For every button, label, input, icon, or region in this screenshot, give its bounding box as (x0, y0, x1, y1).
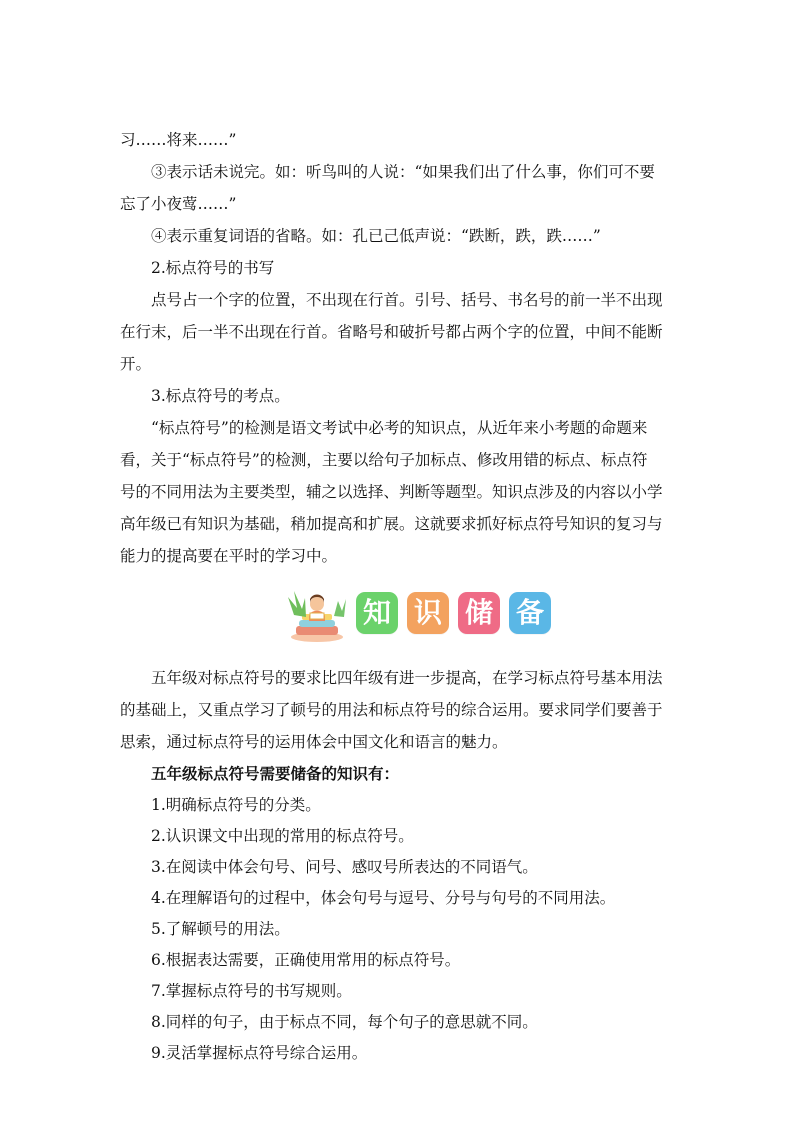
reading-girl-books-icon (286, 589, 348, 643)
knowledge-item-2: 2.认识课文中出现的常用的标点符号。 (151, 827, 414, 845)
section-2-text-1: 点号占一个字的位置，不出现在行首。引号、括号、书名号的前一半不出现 (151, 291, 663, 309)
knowledge-item-3: 3.在阅读中体会句号、问号、感叹号所表达的不同语气。 (151, 858, 538, 876)
knowledge-banner (120, 586, 676, 656)
document-page (120, 124, 676, 1069)
knowledge-item-6: 6.根据表达需要，正确使用常用的标点符号。 (151, 951, 461, 969)
intro-line-1: 五年级对标点符号的要求比四年级有进一步提高，在学习标点符号基本用法 (151, 669, 663, 687)
intro-line-3: 思索，通过标点符号的运用体会中国文化和语言的魅力。 (120, 733, 508, 751)
knowledge-item-9: 9.灵活掌握标点符号综合运用。 (151, 1044, 368, 1062)
knowledge-title: 五年级标点符号需要储备的知识有： (151, 764, 400, 783)
banner-title (356, 592, 551, 634)
point-4: ④表示重复词语的省略。如：孔已己低声说：“跌断，跌，跌……” (151, 227, 601, 245)
top-fragment: 习……将来……” (120, 131, 237, 149)
point-3-line-2: 忘了小夜莺……” (120, 195, 237, 213)
knowledge-item-1: 1.明确标点符号的分类。 (151, 796, 321, 814)
intro-line-2: 的基础上，又重点学习了顿号的用法和标点符号的综合运用。要求同学们要善于 (120, 701, 663, 719)
point-3-line-1: ③表示话未说完。如：听鸟叫的人说：“如果我们出了什么事，你们可不要 (151, 163, 655, 181)
knowledge-list (120, 790, 676, 1069)
section-3-title: 3.标点符号的考点。 (151, 387, 290, 405)
section-2-text-2: 在行末，后一半不出现在行首。省略号和破折号都占两个字的位置，中间不能断 (120, 323, 663, 341)
section-2-text-3: 开。 (120, 355, 152, 373)
section-3-text-5: 能力的提高要在平时的学习中。 (120, 547, 338, 565)
banner-char-zhi: 知 (356, 592, 398, 634)
knowledge-item-5: 5.了解顿号的用法。 (151, 920, 290, 938)
banner-char-bei: 备 (509, 592, 551, 634)
section-3-text-2: 看，关于“标点符号”的检测，主要以给句子加标点、修改用错的标点、标点符 (120, 451, 648, 469)
knowledge-item-8: 8.同样的句子，由于标点不同，每个句子的意思就不同。 (151, 1013, 538, 1031)
banner-char-shi: 识 (407, 592, 449, 634)
section-3-text-3: 号的不同用法为主要类型，辅之以选择、判断等题型。知识点涉及的内容以小学 (120, 483, 663, 501)
knowledge-item-7: 7.掌握标点符号的书写规则。 (151, 982, 352, 1000)
banner-char-chu: 储 (458, 592, 500, 634)
section-3-text-4: 高年级已有知识为基础，稍加提高和扩展。这就要求抓好标点符号知识的复习与 (120, 515, 663, 533)
knowledge-item-4: 4.在理解语句的过程中，体会句号与逗号、分号与句号的不同用法。 (151, 889, 616, 907)
section-3-text-1: “标点符号”的检测是语文考试中必考的知识点，从近年来小考题的命题来 (151, 419, 648, 437)
section-2-title: 2.标点符号的书写 (151, 259, 275, 277)
